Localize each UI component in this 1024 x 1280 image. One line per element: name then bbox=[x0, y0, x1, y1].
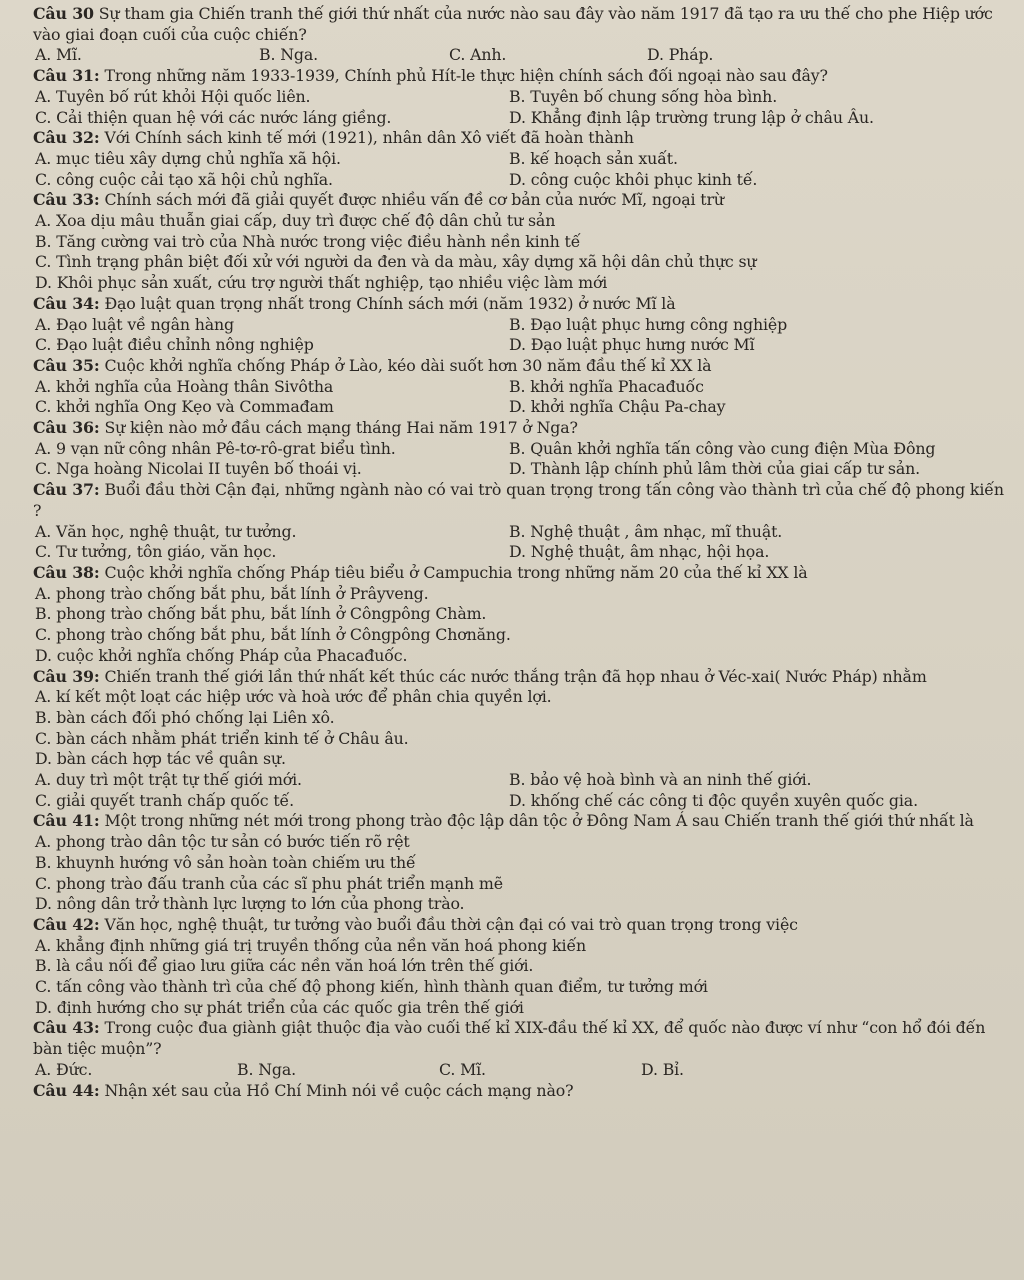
options-row bbox=[33, 45, 1006, 66]
option-d: D. nông dân trở thành lực lượng to lớn của phong trào. bbox=[35, 894, 465, 914]
question-text: Buổi đầu thời Cận đại, những ngành nào có vai trò quan trọng trong tấn công vào thành trì của chế độ phong kiến ? bbox=[33, 480, 1004, 520]
question-text: Trong những năm 1933-1939, Chính phủ Hít-le thực hiện chính sách đối ngoại nào sau đây? bbox=[104, 66, 828, 86]
option-c: C. Nga hoàng Nicolai II tuyên bố thoái vị. bbox=[35, 459, 362, 479]
option-c: C. Tình trạng phân biệt đối xử với người da đen và da màu, xây dựng xã hội dân chủ thực sự bbox=[35, 252, 757, 272]
option-c: C. bàn cách nhằm phát triển kinh tế ở Châu âu. bbox=[35, 728, 409, 748]
options-row bbox=[33, 791, 1006, 812]
question-number: Câu 37: bbox=[33, 480, 100, 500]
option-b: B. Nghệ thuật , âm nhạc, mĩ thuật. bbox=[509, 521, 783, 541]
option-c: C. phong trào chống bắt phu, bắt lính ở Côngpông Chơnăng. bbox=[35, 625, 511, 645]
option-b: B. Quân khởi nghĩa tấn công vào cung điện Mùa Đông bbox=[509, 438, 936, 458]
question-number: Câu 31: bbox=[33, 66, 100, 86]
options-row bbox=[33, 149, 1006, 170]
option-d: D. khống chế các công ti độc quyền xuyên quốc gia. bbox=[509, 790, 918, 810]
option-d: D. Bỉ. bbox=[641, 1059, 684, 1079]
question-36 bbox=[33, 418, 1006, 480]
options-row bbox=[33, 522, 1006, 543]
option-c: C. khởi nghĩa Ong Kẹo và Commađam bbox=[35, 397, 334, 417]
question-number: Câu 39: bbox=[33, 666, 100, 686]
question-37 bbox=[33, 480, 1006, 563]
option-c: C. Đạo luật điều chỉnh nông nghiệp bbox=[35, 335, 314, 355]
option-a: A. mục tiêu xây dựng chủ nghĩa xã hội. bbox=[35, 148, 341, 168]
option-a: A. khẳng định những giá trị truyền thống của nền văn hoá phong kiến bbox=[35, 935, 587, 955]
options-row bbox=[33, 397, 1006, 418]
option-a: A. duy trì một trật tự thế giới mới. bbox=[35, 770, 302, 790]
question-34 bbox=[33, 294, 1006, 356]
options-row bbox=[33, 1060, 1006, 1081]
question-41 bbox=[33, 811, 1006, 915]
option-b: B. là cầu nối để giao lưu giữa các nền văn hoá lớn trên thế giới. bbox=[35, 956, 534, 976]
question-text: Với Chính sách kinh tế mới (1921), nhân dân Xô viết đã hoàn thành bbox=[104, 128, 634, 148]
option-b: B. bàn cách đối phó chống lại Liên xô. bbox=[35, 707, 335, 727]
option-d: D. Thành lập chính phủ lâm thời của giai cấp tư sản. bbox=[509, 459, 920, 479]
question-33 bbox=[33, 190, 1006, 294]
option-b: B. Tuyên bố chung sống hòa bình. bbox=[509, 86, 778, 106]
question-number: Câu 43: bbox=[33, 1018, 100, 1038]
option-b: B. Nga. bbox=[237, 1059, 296, 1079]
option-b: B. khuynh hướng vô sản hoàn toàn chiếm ưu thế bbox=[35, 852, 416, 872]
question-number: Câu 34: bbox=[33, 293, 100, 313]
question-30 bbox=[33, 4, 1006, 66]
question-43 bbox=[33, 1018, 1006, 1080]
option-a: A. Xoa dịu mâu thuẫn giai cấp, duy trì được chế độ dân chủ tư sản bbox=[35, 211, 556, 231]
question-text: Cuộc khởi nghĩa chống Pháp tiêu biểu ở Campuchia trong những năm 20 của thế kỉ XX là bbox=[104, 562, 808, 582]
option-a: A. phong trào chống bắt phu, bắt lính ở Prâyveng. bbox=[35, 583, 429, 603]
option-b: B. khởi nghĩa Phacađuốc bbox=[509, 376, 704, 396]
option-c: C. Cải thiện quan hệ với các nước láng giềng. bbox=[35, 107, 392, 127]
question-40-options bbox=[33, 770, 1006, 811]
options-row bbox=[33, 770, 1006, 791]
question-text: Sự tham gia Chiến tranh thế giới thứ nhất của nước nào sau đây vào năm 1917 đã tạo ra ưu thế cho phe Hiệp ước vào giai đoạn cuối của cuộc chiến? bbox=[33, 4, 993, 44]
question-42 bbox=[33, 915, 1006, 1019]
question-32 bbox=[33, 128, 1006, 190]
option-a: A. Đức. bbox=[35, 1059, 93, 1079]
option-d: D. bàn cách hợp tác về quân sự. bbox=[35, 749, 286, 769]
option-b: B. Đạo luật phục hưng công nghiệp bbox=[509, 314, 788, 334]
options-row bbox=[33, 377, 1006, 398]
option-d: D. Nghệ thuật, âm nhạc, hội họa. bbox=[509, 542, 770, 562]
option-c: C. tấn công vào thành trì của chế độ phong kiến, hình thành quan điểm, tư tưởng mới bbox=[35, 977, 708, 997]
options-row bbox=[33, 170, 1006, 191]
options-row bbox=[33, 87, 1006, 108]
question-number: Câu 33: bbox=[33, 190, 100, 210]
option-d: D. Pháp. bbox=[647, 45, 714, 65]
option-d: D. định hướng cho sự phát triển của các quốc gia trên thế giới bbox=[35, 997, 524, 1017]
option-a: A. kí kết một loạt các hiệp ước và hoà ước để phân chia quyền lợi. bbox=[35, 687, 552, 707]
option-c: C. Mĩ. bbox=[439, 1059, 486, 1079]
question-text: Chiến tranh thế giới lần thứ nhất kết thúc các nước thắng trận đã họp nhau ở Véc-xai( Nước Pháp) nhằm bbox=[104, 666, 927, 686]
question-number: Câu 42: bbox=[33, 914, 100, 934]
option-d: D. Khẳng định lập trường trung lập ở châu Âu. bbox=[509, 107, 874, 127]
question-number: Câu 35: bbox=[33, 355, 100, 375]
question-39 bbox=[33, 667, 1006, 771]
question-number: Câu 30 bbox=[33, 4, 94, 23]
option-b: B. phong trào chống bắt phu, bắt lính ở Côngpông Chàm. bbox=[35, 604, 487, 624]
question-number: Câu 36: bbox=[33, 418, 100, 438]
question-text: Đạo luật quan trọng nhất trong Chính sách mới (năm 1932) ở nước Mĩ là bbox=[104, 293, 676, 313]
option-c: C. Tư tưởng, tôn giáo, văn học. bbox=[35, 542, 277, 562]
question-text: Trong cuộc đua giành giật thuộc địa vào cuối thế kỉ XIX-đầu thế kỉ XX, để quốc nào được ví như “con hổ đói đến bàn tiệc muộn”? bbox=[33, 1018, 986, 1059]
question-38 bbox=[33, 563, 1006, 667]
question-35 bbox=[33, 356, 1006, 418]
option-b: B. Tăng cường vai trò của Nhà nước trong việc điều hành nền kinh tế bbox=[35, 231, 581, 251]
question-text: Chính sách mới đã giải quyết được nhiều vấn đề cơ bản của nước Mĩ, ngoại trừ bbox=[104, 190, 724, 210]
option-c: C. công cuộc cải tạo xã hội chủ nghĩa. bbox=[35, 169, 333, 189]
option-b: B. kế hoạch sản xuất. bbox=[509, 148, 678, 168]
options-row bbox=[33, 315, 1006, 336]
options-row bbox=[33, 459, 1006, 480]
option-a: A. 9 vạn nữ công nhân Pê-tơ-rô-grat biểu tình. bbox=[35, 438, 396, 458]
option-d: D. cuộc khởi nghĩa chống Pháp của Phacađuốc. bbox=[35, 645, 408, 665]
option-b: B. Nga. bbox=[259, 45, 318, 65]
option-c: C. giải quyết tranh chấp quốc tế. bbox=[35, 790, 295, 810]
options-row bbox=[33, 335, 1006, 356]
question-text: Nhận xét sau của Hồ Chí Minh nói về cuộc cách mạng nào? bbox=[104, 1080, 574, 1100]
option-a: A. Đạo luật về ngân hàng bbox=[35, 314, 235, 334]
question-number: Câu 41: bbox=[33, 811, 100, 831]
question-number: Câu 38: bbox=[33, 562, 100, 582]
option-d: D. khởi nghĩa Chậu Pa-chay bbox=[509, 397, 726, 417]
question-text: Cuộc khởi nghĩa chống Pháp ở Lào, kéo dài suốt hơn 30 năm đầu thế kỉ XX là bbox=[104, 355, 712, 375]
option-d: D. công cuộc khôi phục kinh tế. bbox=[509, 169, 758, 189]
option-a: A. Mĩ. bbox=[35, 45, 82, 65]
option-a: A. Tuyên bố rút khỏi Hội quốc liên. bbox=[35, 86, 311, 106]
option-a: A. Văn học, nghệ thuật, tư tưởng. bbox=[35, 521, 297, 541]
option-b: B. bảo vệ hoà bình và an ninh thế giới. bbox=[509, 770, 812, 790]
option-a: A. phong trào dân tộc tư sản có bước tiến rõ rệt bbox=[35, 832, 410, 852]
question-text: Một trong những nét mới trong phong trào độc lập dân tộc ở Đông Nam Á sau Chiến tranh thế giới thứ nhất là bbox=[104, 811, 974, 831]
options-row bbox=[33, 542, 1006, 563]
question-31 bbox=[33, 66, 1006, 128]
question-number: Câu 32: bbox=[33, 128, 100, 148]
option-a: A. khởi nghĩa của Hoàng thân Sivôtha bbox=[35, 376, 334, 396]
option-c: C. Anh. bbox=[449, 45, 507, 65]
question-44 bbox=[33, 1081, 1006, 1102]
options-row bbox=[33, 439, 1006, 460]
options-row bbox=[33, 108, 1006, 129]
question-text: Sự kiện nào mở đầu cách mạng tháng Hai năm 1917 ở Nga? bbox=[104, 418, 578, 438]
question-text: Văn học, nghệ thuật, tư tưởng vào buổi đầu thời cận đại có vai trò quan trọng trong việc bbox=[104, 914, 798, 934]
question-number: Câu 44: bbox=[33, 1080, 100, 1100]
option-d: D. Khôi phục sản xuất, cứu trợ người thất nghiệp, tạo nhiều việc làm mới bbox=[35, 273, 608, 293]
option-c: C. phong trào đấu tranh của các sĩ phu phát triển mạnh mẽ bbox=[35, 873, 503, 893]
option-d: D. Đạo luật phục hưng nước Mĩ bbox=[509, 335, 755, 355]
